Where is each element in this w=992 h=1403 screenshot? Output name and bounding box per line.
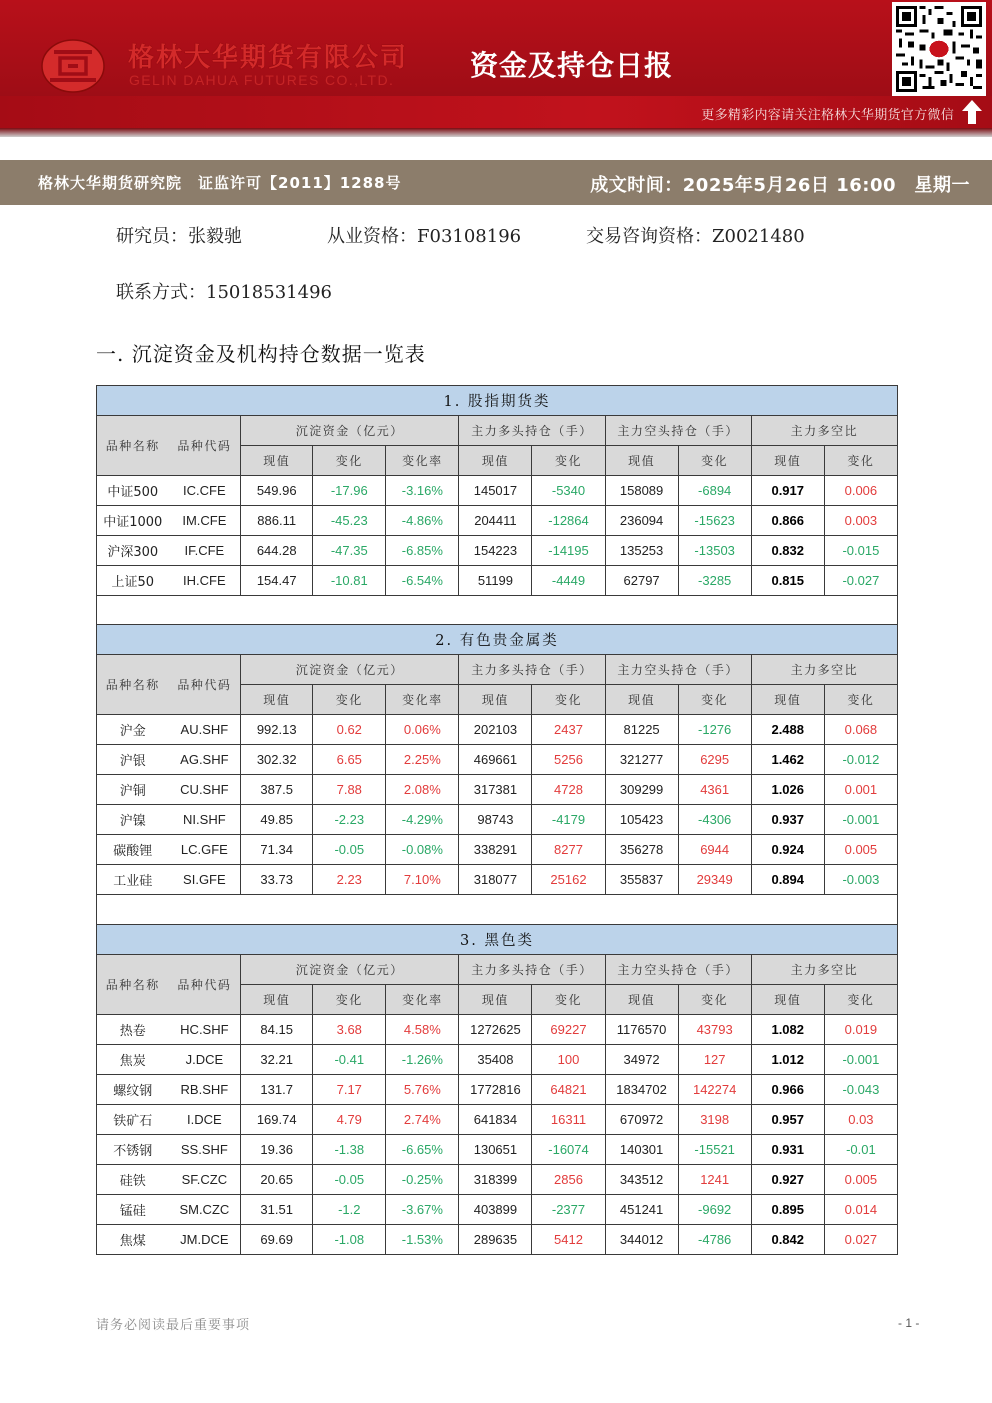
col-header-fund-change: 变化 bbox=[313, 985, 386, 1015]
cell-ratio-change: 0.019 bbox=[824, 1015, 897, 1045]
cell-ratio-change: -0.001 bbox=[824, 805, 897, 835]
cell-long: 130651 bbox=[459, 1135, 532, 1165]
cell-name: 碳酸锂 bbox=[97, 835, 169, 865]
col-group-fund: 沉淀资金（亿元） bbox=[241, 416, 459, 446]
col-group-ratio: 主力多空比 bbox=[751, 416, 897, 446]
cell-long-change: 4728 bbox=[532, 775, 605, 805]
cell-name: 上证50 bbox=[97, 566, 169, 596]
researcher-name: 研究员：张毅驰 bbox=[116, 226, 242, 247]
data-table bbox=[96, 624, 898, 925]
cell-ratio: 1.012 bbox=[751, 1045, 824, 1075]
table-stock-index-futures bbox=[96, 385, 898, 626]
cell-long-change: -4179 bbox=[532, 805, 605, 835]
col-header-long-change: 变化 bbox=[532, 985, 605, 1015]
cell-long: 35408 bbox=[459, 1045, 532, 1075]
table-row bbox=[97, 865, 898, 895]
cell-code: JM.DCE bbox=[169, 1225, 241, 1255]
cell-ratio: 1.026 bbox=[751, 775, 824, 805]
table-row bbox=[97, 1105, 898, 1135]
cell-ratio: 0.917 bbox=[751, 476, 824, 506]
cell-fund-rate: -1.26% bbox=[386, 1045, 459, 1075]
col-header-long-current: 现值 bbox=[459, 985, 532, 1015]
cell-ratio: 0.894 bbox=[751, 865, 824, 895]
cell-short: 140301 bbox=[605, 1135, 678, 1165]
cell-short: 309299 bbox=[605, 775, 678, 805]
cell-fund-change: -1.2 bbox=[313, 1195, 386, 1225]
cell-name: 沪深300 bbox=[97, 536, 169, 566]
table-row bbox=[97, 1045, 898, 1075]
cell-fund-rate: -4.86% bbox=[386, 506, 459, 536]
col-header-fund-change: 变化 bbox=[313, 685, 386, 715]
cell-fund: 19.36 bbox=[241, 1135, 313, 1165]
cell-name: 沪银 bbox=[97, 745, 169, 775]
cell-long-change: 100 bbox=[532, 1045, 605, 1075]
cell-fund: 84.15 bbox=[241, 1015, 313, 1045]
cell-ratio-change: 0.03 bbox=[824, 1105, 897, 1135]
cell-ratio: 1.082 bbox=[751, 1015, 824, 1045]
cell-code: IM.CFE bbox=[169, 506, 241, 536]
cell-ratio: 0.832 bbox=[751, 536, 824, 566]
cell-short-change: 1241 bbox=[678, 1165, 751, 1195]
table-row bbox=[97, 1225, 898, 1255]
cell-fund-change: -0.05 bbox=[313, 1165, 386, 1195]
cell-long-change: 5412 bbox=[532, 1225, 605, 1255]
institute-license: 格林大华期货研究院 证监许可【2011】1288号 bbox=[38, 174, 402, 192]
cell-name: 沪镍 bbox=[97, 805, 169, 835]
wechat-follow-note: 更多精彩内容请关注格林大华期货官方微信 bbox=[701, 108, 954, 123]
cell-name: 工业硅 bbox=[97, 865, 169, 895]
cell-ratio: 0.931 bbox=[751, 1135, 824, 1165]
cell-long: 318399 bbox=[459, 1165, 532, 1195]
cell-long: 318077 bbox=[459, 865, 532, 895]
table-row bbox=[97, 1165, 898, 1195]
col-header-fund-current: 现值 bbox=[241, 985, 313, 1015]
consult-qualification: 交易咨询资格：Z0021480 bbox=[586, 226, 805, 247]
cell-fund-rate: 5.76% bbox=[386, 1075, 459, 1105]
cell-long: 317381 bbox=[459, 775, 532, 805]
cell-long: 51199 bbox=[459, 566, 532, 596]
cell-long: 98743 bbox=[459, 805, 532, 835]
cell-ratio: 0.927 bbox=[751, 1165, 824, 1195]
practice-qualification: 从业资格：F03108196 bbox=[327, 226, 522, 247]
qr-code-icon[interactable] bbox=[892, 2, 986, 96]
footer-disclaimer-note: 请务必阅读最后重要事项 bbox=[96, 1318, 251, 1333]
cell-fund-change: 3.68 bbox=[313, 1015, 386, 1045]
cell-short: 1176570 bbox=[605, 1015, 678, 1045]
company-name-cn: 格林大华期货有限公司 bbox=[128, 43, 409, 73]
report-title: 资金及持仓日报 bbox=[470, 49, 674, 82]
cell-long-change: 69227 bbox=[532, 1015, 605, 1045]
col-header-short-current: 现值 bbox=[605, 685, 678, 715]
cell-ratio-change: -0.043 bbox=[824, 1075, 897, 1105]
col-header-fund-change-rate: 变化率 bbox=[386, 446, 459, 476]
cell-long-change: 16311 bbox=[532, 1105, 605, 1135]
cell-name: 锰硅 bbox=[97, 1195, 169, 1225]
table-row bbox=[97, 506, 898, 536]
cell-short: 62797 bbox=[605, 566, 678, 596]
cell-fund-change: -1.38 bbox=[313, 1135, 386, 1165]
cell-ratio: 0.937 bbox=[751, 805, 824, 835]
cell-long: 202103 bbox=[459, 715, 532, 745]
col-header-code: 品种代码 bbox=[169, 655, 241, 715]
cell-fund-change: -0.41 bbox=[313, 1045, 386, 1075]
cell-fund-rate: 0.06% bbox=[386, 715, 459, 745]
cell-fund-rate: -0.08% bbox=[386, 835, 459, 865]
spacer-cell bbox=[97, 895, 898, 925]
cell-long-change: 2437 bbox=[532, 715, 605, 745]
col-group-long: 主力多头持仓（手） bbox=[459, 416, 605, 446]
cell-code: SM.CZC bbox=[169, 1195, 241, 1225]
cell-fund-rate: -3.16% bbox=[386, 476, 459, 506]
table-row bbox=[97, 835, 898, 865]
col-header-fund-change-rate: 变化率 bbox=[386, 685, 459, 715]
col-header-long-current: 现值 bbox=[459, 446, 532, 476]
banner-divider bbox=[0, 128, 992, 137]
table-row bbox=[97, 715, 898, 745]
table-row bbox=[97, 536, 898, 566]
col-group-short: 主力空头持仓（手） bbox=[605, 955, 751, 985]
cell-fund: 387.5 bbox=[241, 775, 313, 805]
cell-code: IF.CFE bbox=[169, 536, 241, 566]
table-nonferrous-precious-metals bbox=[96, 624, 898, 925]
col-group-short: 主力空头持仓（手） bbox=[605, 416, 751, 446]
cell-name: 不锈钢 bbox=[97, 1135, 169, 1165]
cell-code: CU.SHF bbox=[169, 775, 241, 805]
cell-code: RB.SHF bbox=[169, 1075, 241, 1105]
info-bar bbox=[0, 160, 992, 205]
cell-ratio-change: 0.003 bbox=[824, 506, 897, 536]
col-header-short-change: 变化 bbox=[678, 446, 751, 476]
page-number: - 1 - bbox=[898, 1316, 920, 1330]
cell-short: 1834702 bbox=[605, 1075, 678, 1105]
col-header-ratio-current: 现值 bbox=[751, 985, 824, 1015]
cell-short-change: -4786 bbox=[678, 1225, 751, 1255]
cell-short-change: 29349 bbox=[678, 865, 751, 895]
cell-short-change: 6295 bbox=[678, 745, 751, 775]
col-group-long: 主力多头持仓（手） bbox=[459, 955, 605, 985]
cell-fund-rate: 7.10% bbox=[386, 865, 459, 895]
cell-ratio-change: -0.003 bbox=[824, 865, 897, 895]
col-header-ratio-current: 现值 bbox=[751, 685, 824, 715]
cell-code: HC.SHF bbox=[169, 1015, 241, 1045]
cell-name: 中证500 bbox=[97, 476, 169, 506]
col-header-short-change: 变化 bbox=[678, 685, 751, 715]
cell-long-change: -4449 bbox=[532, 566, 605, 596]
cell-fund: 31.51 bbox=[241, 1195, 313, 1225]
cell-short: 356278 bbox=[605, 835, 678, 865]
cell-ratio-change: -0.027 bbox=[824, 566, 897, 596]
cell-long-change: 2856 bbox=[532, 1165, 605, 1195]
col-header-fund-change-rate: 变化率 bbox=[386, 985, 459, 1015]
cell-fund: 71.34 bbox=[241, 835, 313, 865]
category-title: 1. 股指期货类 bbox=[97, 386, 898, 416]
table-row bbox=[97, 805, 898, 835]
cell-fund-change: -17.96 bbox=[313, 476, 386, 506]
cell-fund-rate: 2.25% bbox=[386, 745, 459, 775]
col-group-short: 主力空头持仓（手） bbox=[605, 655, 751, 685]
category-title: 3. 黑色类 bbox=[97, 925, 898, 955]
cell-fund-rate: 2.74% bbox=[386, 1105, 459, 1135]
cell-fund: 33.73 bbox=[241, 865, 313, 895]
table-row bbox=[97, 775, 898, 805]
cell-fund-change: -45.23 bbox=[313, 506, 386, 536]
cell-long: 469661 bbox=[459, 745, 532, 775]
cell-code: SF.CZC bbox=[169, 1165, 241, 1195]
cell-short: 344012 bbox=[605, 1225, 678, 1255]
cell-code: NI.SHF bbox=[169, 805, 241, 835]
col-header-long-current: 现值 bbox=[459, 685, 532, 715]
cell-long: 145017 bbox=[459, 476, 532, 506]
col-header-name: 品种名称 bbox=[97, 955, 169, 1015]
category-row bbox=[97, 925, 898, 955]
cell-fund: 169.74 bbox=[241, 1105, 313, 1135]
cell-fund-rate: -0.25% bbox=[386, 1165, 459, 1195]
cell-fund: 644.28 bbox=[241, 536, 313, 566]
table-row bbox=[97, 1195, 898, 1225]
category-row bbox=[97, 625, 898, 655]
cell-long-change: 5256 bbox=[532, 745, 605, 775]
cell-fund-change: 4.79 bbox=[313, 1105, 386, 1135]
header-row-groups bbox=[97, 416, 898, 446]
cell-name: 热卷 bbox=[97, 1015, 169, 1045]
cell-long: 1272625 bbox=[459, 1015, 532, 1045]
col-header-fund-current: 现值 bbox=[241, 685, 313, 715]
cell-short: 355837 bbox=[605, 865, 678, 895]
col-header-fund-current: 现值 bbox=[241, 446, 313, 476]
col-header-short-current: 现值 bbox=[605, 985, 678, 1015]
cell-ratio-change: 0.006 bbox=[824, 476, 897, 506]
cell-fund-rate: 2.08% bbox=[386, 775, 459, 805]
col-header-ratio-change: 变化 bbox=[824, 446, 897, 476]
col-header-fund-change: 变化 bbox=[313, 446, 386, 476]
cell-fund: 32.21 bbox=[241, 1045, 313, 1075]
cell-ratio: 0.842 bbox=[751, 1225, 824, 1255]
cell-ratio-change: 0.005 bbox=[824, 1165, 897, 1195]
company-logo-icon bbox=[40, 38, 106, 94]
cell-code: I.DCE bbox=[169, 1105, 241, 1135]
cell-short-change: 3198 bbox=[678, 1105, 751, 1135]
col-header-long-change: 变化 bbox=[532, 685, 605, 715]
col-group-ratio: 主力多空比 bbox=[751, 955, 897, 985]
cell-ratio-change: 0.027 bbox=[824, 1225, 897, 1255]
cell-ratio-change: -0.001 bbox=[824, 1045, 897, 1075]
cell-short: 343512 bbox=[605, 1165, 678, 1195]
cell-ratio-change: -0.012 bbox=[824, 745, 897, 775]
cell-ratio: 2.488 bbox=[751, 715, 824, 745]
cell-fund-change: -10.81 bbox=[313, 566, 386, 596]
cell-short-change: -9692 bbox=[678, 1195, 751, 1225]
table-row bbox=[97, 476, 898, 506]
col-header-code: 品种代码 bbox=[169, 955, 241, 1015]
cell-fund-rate: -6.65% bbox=[386, 1135, 459, 1165]
table-row bbox=[97, 1015, 898, 1045]
table-row bbox=[97, 745, 898, 775]
col-group-fund: 沉淀资金（亿元） bbox=[241, 955, 459, 985]
table-row bbox=[97, 566, 898, 596]
cell-fund: 992.13 bbox=[241, 715, 313, 745]
cell-fund: 154.47 bbox=[241, 566, 313, 596]
company-name-en: GELIN DAHUA FUTURES CO.,LTD. bbox=[129, 72, 395, 88]
cell-fund: 69.69 bbox=[241, 1225, 313, 1255]
col-header-ratio-change: 变化 bbox=[824, 685, 897, 715]
cell-short: 321277 bbox=[605, 745, 678, 775]
cell-long-change: -5340 bbox=[532, 476, 605, 506]
report-date: 成文时间：2025年5月26日 16:00 星期一 bbox=[590, 175, 970, 196]
cell-fund-rate: -4.29% bbox=[386, 805, 459, 835]
cell-short-change: -15623 bbox=[678, 506, 751, 536]
col-header-ratio-current: 现值 bbox=[751, 446, 824, 476]
cell-fund: 886.11 bbox=[241, 506, 313, 536]
cell-short-change: -13503 bbox=[678, 536, 751, 566]
cell-ratio: 0.895 bbox=[751, 1195, 824, 1225]
cell-long: 289635 bbox=[459, 1225, 532, 1255]
cell-ratio: 0.866 bbox=[751, 506, 824, 536]
cell-fund-change: 0.62 bbox=[313, 715, 386, 745]
col-header-short-current: 现值 bbox=[605, 446, 678, 476]
cell-short-change: -15521 bbox=[678, 1135, 751, 1165]
cell-short-change: 6944 bbox=[678, 835, 751, 865]
cell-short: 105423 bbox=[605, 805, 678, 835]
cell-fund-rate: -1.53% bbox=[386, 1225, 459, 1255]
cell-fund-rate: -6.85% bbox=[386, 536, 459, 566]
cell-ratio-change: 0.005 bbox=[824, 835, 897, 865]
cell-ratio: 1.462 bbox=[751, 745, 824, 775]
cell-long: 338291 bbox=[459, 835, 532, 865]
cell-fund: 20.65 bbox=[241, 1165, 313, 1195]
spacer-row bbox=[97, 596, 898, 626]
cell-long: 403899 bbox=[459, 1195, 532, 1225]
col-header-code: 品种代码 bbox=[169, 416, 241, 476]
cell-short-change: -3285 bbox=[678, 566, 751, 596]
cell-code: SI.GFE bbox=[169, 865, 241, 895]
cell-code: LC.GFE bbox=[169, 835, 241, 865]
cell-ratio: 0.924 bbox=[751, 835, 824, 865]
cell-fund-change: 2.23 bbox=[313, 865, 386, 895]
cell-fund-change: 7.17 bbox=[313, 1075, 386, 1105]
cell-fund-change: -1.08 bbox=[313, 1225, 386, 1255]
cell-code: IC.CFE bbox=[169, 476, 241, 506]
cell-short: 670972 bbox=[605, 1105, 678, 1135]
cell-short-change: -4306 bbox=[678, 805, 751, 835]
cell-short: 135253 bbox=[605, 536, 678, 566]
cell-ratio-change: 0.014 bbox=[824, 1195, 897, 1225]
spacer-cell bbox=[97, 596, 898, 626]
col-header-short-change: 变化 bbox=[678, 985, 751, 1015]
table-row bbox=[97, 1135, 898, 1165]
cell-short-change: 142274 bbox=[678, 1075, 751, 1105]
col-group-ratio: 主力多空比 bbox=[751, 655, 897, 685]
cell-name: 焦煤 bbox=[97, 1225, 169, 1255]
cell-fund-change: -47.35 bbox=[313, 536, 386, 566]
category-title: 2. 有色贵金属类 bbox=[97, 625, 898, 655]
cell-short-change: 127 bbox=[678, 1045, 751, 1075]
header-row-groups bbox=[97, 655, 898, 685]
cell-fund: 131.7 bbox=[241, 1075, 313, 1105]
category-row bbox=[97, 386, 898, 416]
cell-long-change: 25162 bbox=[532, 865, 605, 895]
cell-ratio: 0.815 bbox=[751, 566, 824, 596]
cell-short-change: -1276 bbox=[678, 715, 751, 745]
cell-short: 81225 bbox=[605, 715, 678, 745]
cell-fund-change: 7.88 bbox=[313, 775, 386, 805]
cell-short: 34972 bbox=[605, 1045, 678, 1075]
cell-name: 中证1000 bbox=[97, 506, 169, 536]
cell-long: 641834 bbox=[459, 1105, 532, 1135]
cell-short-change: 43793 bbox=[678, 1015, 751, 1045]
cell-fund: 549.96 bbox=[241, 476, 313, 506]
data-table bbox=[96, 924, 898, 1255]
col-header-long-change: 变化 bbox=[532, 446, 605, 476]
cell-long-change: 8277 bbox=[532, 835, 605, 865]
cell-ratio: 0.957 bbox=[751, 1105, 824, 1135]
cell-ratio: 0.966 bbox=[751, 1075, 824, 1105]
header-banner bbox=[0, 0, 992, 128]
cell-ratio-change: -0.01 bbox=[824, 1135, 897, 1165]
cell-fund-change: -0.05 bbox=[313, 835, 386, 865]
section-title: 一. 沉淀资金及机构持仓数据一览表 bbox=[96, 342, 426, 366]
cell-fund-change: -2.23 bbox=[313, 805, 386, 835]
table-ferrous bbox=[96, 924, 898, 1255]
cell-name: 螺纹钢 bbox=[97, 1075, 169, 1105]
cell-name: 沪金 bbox=[97, 715, 169, 745]
cell-ratio-change: 0.001 bbox=[824, 775, 897, 805]
cell-fund-rate: -6.54% bbox=[386, 566, 459, 596]
cell-short: 451241 bbox=[605, 1195, 678, 1225]
cell-name: 铁矿石 bbox=[97, 1105, 169, 1135]
cell-fund: 302.32 bbox=[241, 745, 313, 775]
cell-long-change: -14195 bbox=[532, 536, 605, 566]
cell-short-change: -6894 bbox=[678, 476, 751, 506]
cell-short: 236094 bbox=[605, 506, 678, 536]
col-group-long: 主力多头持仓（手） bbox=[459, 655, 605, 685]
cell-long-change: -2377 bbox=[532, 1195, 605, 1225]
cell-ratio-change: 0.068 bbox=[824, 715, 897, 745]
cell-ratio-change: -0.015 bbox=[824, 536, 897, 566]
contact-info: 联系方式：15018531496 bbox=[116, 282, 332, 303]
cell-short-change: 4361 bbox=[678, 775, 751, 805]
spacer-row bbox=[97, 895, 898, 925]
cell-code: IH.CFE bbox=[169, 566, 241, 596]
cell-code: J.DCE bbox=[169, 1045, 241, 1075]
table-row bbox=[97, 1075, 898, 1105]
col-header-name: 品种名称 bbox=[97, 655, 169, 715]
cell-long-change: -12864 bbox=[532, 506, 605, 536]
cell-long-change: 64821 bbox=[532, 1075, 605, 1105]
cell-code: AU.SHF bbox=[169, 715, 241, 745]
cell-long: 204411 bbox=[459, 506, 532, 536]
cell-long: 1772816 bbox=[459, 1075, 532, 1105]
cell-code: AG.SHF bbox=[169, 745, 241, 775]
cell-code: SS.SHF bbox=[169, 1135, 241, 1165]
col-group-fund: 沉淀资金（亿元） bbox=[241, 655, 459, 685]
cell-name: 沪铜 bbox=[97, 775, 169, 805]
data-table bbox=[96, 385, 898, 626]
cell-fund-rate: -3.67% bbox=[386, 1195, 459, 1225]
cell-name: 硅铁 bbox=[97, 1165, 169, 1195]
header-row-groups bbox=[97, 955, 898, 985]
col-header-name: 品种名称 bbox=[97, 416, 169, 476]
cell-fund: 49.85 bbox=[241, 805, 313, 835]
cell-fund-change: 6.65 bbox=[313, 745, 386, 775]
cell-name: 焦炭 bbox=[97, 1045, 169, 1075]
cell-long-change: -16074 bbox=[532, 1135, 605, 1165]
arrow-up-icon bbox=[962, 100, 982, 124]
col-header-ratio-change: 变化 bbox=[824, 985, 897, 1015]
cell-short: 158089 bbox=[605, 476, 678, 506]
cell-fund-rate: 4.58% bbox=[386, 1015, 459, 1045]
cell-long: 154223 bbox=[459, 536, 532, 566]
